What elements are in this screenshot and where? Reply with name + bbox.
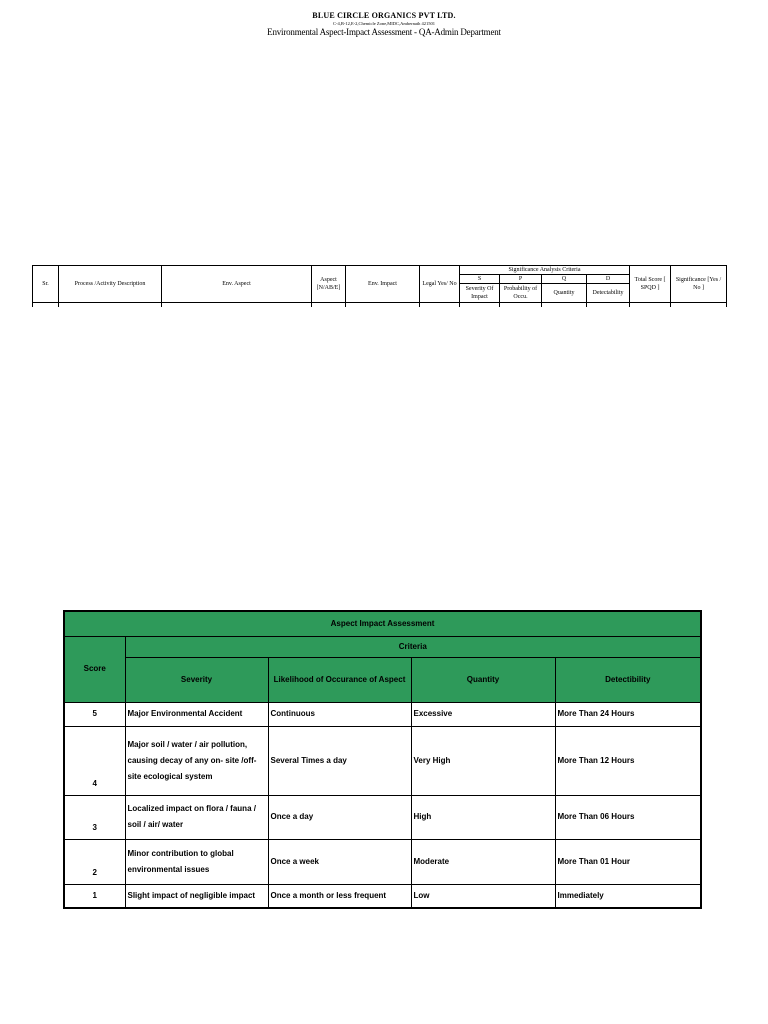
detectability-header: Detectibility [555,657,701,702]
table-row [64,839,701,884]
col-q: Q [542,275,587,284]
quantity-cell: Low [411,884,555,908]
severity-cell: Major soil / water / air pollution, causing decay of any on- site /off-site ecological system [125,726,268,795]
table-row [64,795,701,839]
col-detectability-label: Detectability [587,284,630,303]
likelihood-header: Likelihood of Occurance of Aspect [268,657,411,702]
document-title: Environmental Aspect-Impact Assessment - QA-Admin Department [267,27,501,37]
quantity-header: Quantity [411,657,555,702]
table-row [64,702,701,726]
col-s: S [460,275,500,284]
company-name: BLUE CIRCLE ORGANICS PVT LTD. [312,11,456,20]
col-legal: Legal Yes/ No [420,266,460,303]
col-total-score: Total Score [ SPQD ] [630,266,671,303]
quantity-cell: Moderate [411,839,555,884]
col-env-impact: Env. Impact [346,266,420,303]
col-severity-label: Severity Of Impact [460,284,500,303]
severity-cell: Localized impact on flora / fauna / soil / air/ water [125,795,268,839]
detectability-cell: More Than 12 Hours [555,726,701,795]
col-process: Process /Activity Description [59,266,162,303]
criteria-header: Criteria [125,636,701,657]
col-env-aspect: Env. Aspect [162,266,312,303]
score-cell: 2 [64,839,125,884]
significance-criteria-header: Significance Analysis Criteria [460,266,630,275]
aspect-impact-assessment-table [63,610,702,909]
quantity-cell: High [411,795,555,839]
col-quantity-label: Quantity [542,284,587,303]
register-row-stub [33,303,727,308]
likelihood-cell: Continuous [268,702,411,726]
col-p: P [500,275,542,284]
table-row [64,726,701,795]
score-cell: 3 [64,795,125,839]
score-cell: 4 [64,726,125,795]
col-sr: Sr. [33,266,59,303]
col-probability-label: Probability of Occu. [500,284,542,303]
quantity-cell: Very High [411,726,555,795]
detectability-cell: More Than 24 Hours [555,702,701,726]
score-cell: 1 [64,884,125,908]
col-d: D [587,275,630,284]
quantity-cell: Excessive [411,702,555,726]
severity-header: Severity [125,657,268,702]
likelihood-cell: Once a day [268,795,411,839]
severity-cell: Slight impact of negligible impact [125,884,268,908]
col-significance: Significance [Yes / No ] [671,266,727,303]
company-address: C-4,B-12,E-2,Chemicle Zone,MIDC,Ambernath 421501 [332,21,436,26]
detectability-cell: More Than 06 Hours [555,795,701,839]
aspect-register-table [32,265,727,307]
detectability-cell: More Than 01 Hour [555,839,701,884]
col-aspect-type: Aspect [N/AB/E] [312,266,346,303]
score-header: Score [64,636,125,702]
score-cell: 5 [64,702,125,726]
severity-cell: Major Environmental Accident [125,702,268,726]
detectability-cell: Immediately [555,884,701,908]
likelihood-cell: Several Times a day [268,726,411,795]
assessment-title: Aspect Impact Assessment [64,611,701,636]
likelihood-cell: Once a week [268,839,411,884]
likelihood-cell: Once a month or less frequent [268,884,411,908]
table-row [64,884,701,908]
severity-cell: Minor contribution to global environmental issues [125,839,268,884]
